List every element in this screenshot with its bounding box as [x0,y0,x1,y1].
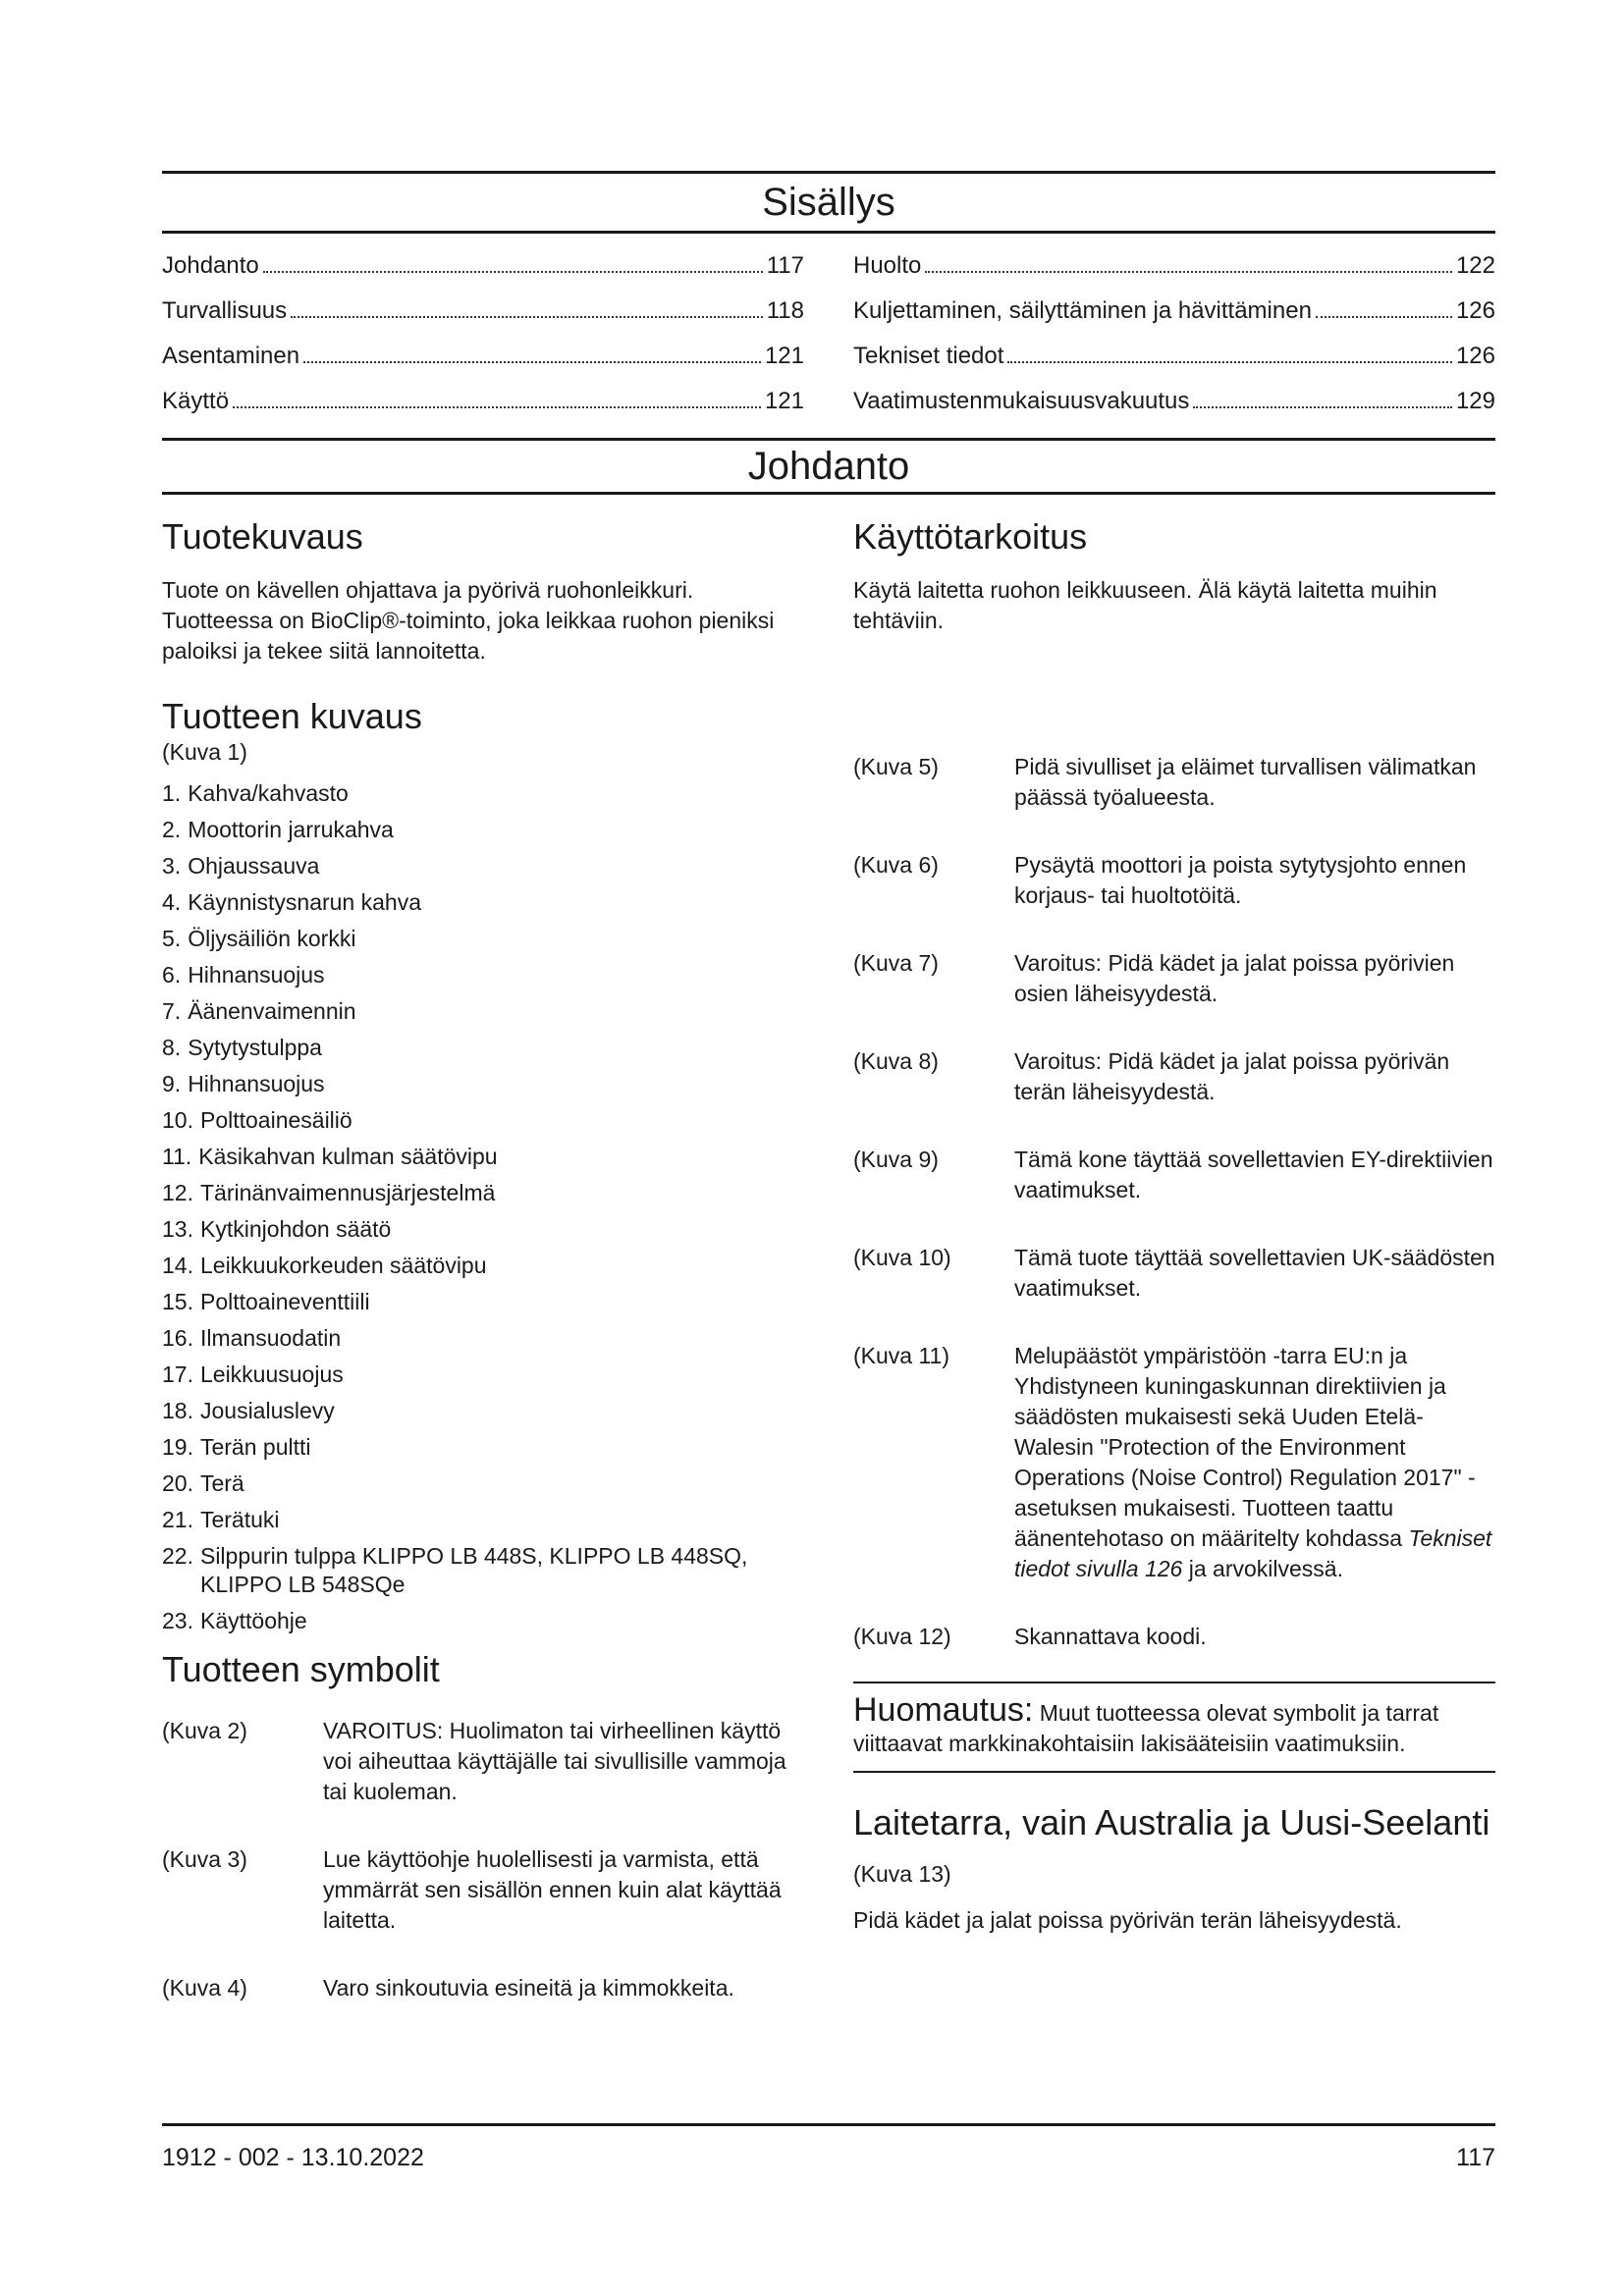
list-item: 22. Silppurin tulppa KLIPPO LB 448S, KLIPPO LB 448SQ, KLIPPO LB 548SQe [162,1543,748,1597]
symbol-row: (Kuva 11) Melupäästöt ympäristöön -tarra EU:n ja Yhdistyneen kuningaskunnan direktiivien ja säädösten mukaisesti sekä Uuden Etelä-Walesin "Protection of the Environment Operations (Noise Control) Regulation 2017" -asetuksen mukaisesti. Tuotteen taattu äänentehotaso on määritelty kohdassa Tekniset tiedot sivulla 126 ja arvokilvessä. [853,1343,1492,1581]
symbol-row: (Kuva 2) VAROITUS: Huolimaton tai virheellinen käyttö voi aiheuttaa käyttäjälle tai sivullisille vammoja tai kuoleman. [162,1718,786,1804]
toc-leader [233,406,761,408]
list-item: 17. Leikkuusuojus [162,1362,344,1387]
figure-ref: (Kuva 1) [162,739,247,765]
list-item: 10. Polttoainesäiliö [162,1107,352,1133]
toc-entry[interactable]: Johdanto 117 [162,252,804,279]
list-item: 7. Äänenvaimennin [162,998,356,1024]
symbols-heading: Tuotteen symbolit [162,1649,440,1689]
rating-plate-text: Pidä kädet ja jalat poissa pyörivän terän läheisyydestä. [853,1907,1402,1933]
symbol-row: (Kuva 7) Varoitus: Pidä kädet ja jalat poissa pyörivien osien läheisyydestä. [853,950,1455,1006]
toc-entry[interactable]: Kuljettaminen, säilyttäminen ja hävittäminen 126 [853,297,1495,324]
table-of-contents [162,234,1495,428]
list-item: 19. Terän pultti [162,1434,311,1460]
toc-entry[interactable]: Asentaminen 121 [162,343,804,369]
toc-leader [925,271,1452,273]
product-overview-heading: Tuotteen kuvaus [162,696,422,736]
list-item: 3. Ohjaussauva [162,853,320,879]
cross-reference-link[interactable]: Tekniset tiedot sivulla 126 [1014,1525,1492,1581]
toc-leader [1193,406,1452,408]
right-column [853,516,1495,2003]
toc-leader [303,361,761,363]
list-item: 4. Käynnistysnarun kahva [162,889,421,915]
list-item: 21. Terätuki [162,1507,280,1532]
list-item: 16. Ilmansuodatin [162,1325,342,1351]
toc-entry[interactable]: Turvallisuus 118 [162,297,804,324]
note-text: Huomautus: Muut tuotteessa olevat symbolit ja tarrat viittaavat markkinakohtaisiin lakisääteisiin vaatimuksiin. [853,1691,1439,1756]
rating-plate-heading: Laitetarra, vain Australia ja Uusi-Seelanti [853,1802,1490,1842]
symbol-row: (Kuva 5) Pidä sivulliset ja eläimet turvallisen välimatkan päässä työalueesta. [853,754,1477,810]
toc-leader [1316,316,1452,318]
toc-leader [263,271,763,273]
page-content [162,171,1495,2003]
list-item: 12. Tärinänvaimennusjärjestelmä [162,1180,496,1205]
toc-entry[interactable]: Tekniset tiedot 126 [853,343,1495,369]
toc-column-left [162,243,804,424]
symbol-row: (Kuva 12) Skannattava koodi. [853,1624,1207,1649]
list-item: 6. Hihnansuojus [162,962,325,988]
list-item: 1. Kahva/kahvasto [162,780,349,806]
section-title-rule [162,492,1495,495]
product-description-heading: Tuotekuvaus [162,516,363,557]
intended-use-heading: Käyttötarkoitus [853,516,1088,557]
list-item: 5. Öljysäiliön korkki [162,926,356,951]
figure-ref: (Kuva 13) [853,1861,951,1887]
product-description-text: Tuote on kävellen ohjattava ja pyörivä ruohonleikkuri. Tuotteessa on BioClip®-toiminto, joka leikkaa ruohon pieniksi paloiksi ja tekee siitä lannoitetta. [162,577,775,664]
list-item: 18. Jousialuslevy [162,1398,335,1423]
list-item: 23. Käyttöohje [162,1608,307,1633]
note-label: Huomautus: [853,1691,1034,1729]
toc-column-right [853,243,1495,424]
section-title: Johdanto [747,445,910,488]
symbol-row: (Kuva 6) Pysäytä moottori ja poista sytytysjohto ennen korjaus- tai huoltotöitä. [853,852,1467,908]
page-footer [162,2123,1495,2172]
symbol-row: (Kuva 8) Varoitus: Pidä kädet ja jalat poissa pyörivän terän läheisyydestä. [853,1048,1450,1104]
symbol-row: (Kuva 10) Tämä tuote täyttää sovellettavien UK-säädösten vaatimukset. [853,1245,1495,1301]
parts-list [162,779,804,1635]
list-item: 20. Terä [162,1470,244,1496]
document-id: 1912 - 002 - 13.10.2022 [162,2144,424,2171]
two-column-body [162,516,1495,2003]
symbol-row: (Kuva 4) Varo sinkoutuvia esineitä ja kimmokkeita. [162,1975,734,2001]
toc-entry[interactable]: Huolto 122 [853,252,1495,279]
toc-leader [1007,361,1452,363]
left-column [162,516,804,2003]
list-item: 14. Leikkuukorkeuden säätövipu [162,1253,487,1278]
symbol-text: Melupäästöt ympäristöön -tarra EU:n ja Yhdistyneen kuningaskunnan direktiivien ja säädösten mukaisesti sekä Uuden Etelä-Walesin "Protection of the Environment Operations (Noise Control) Regulation 2017" -asetuksen mukaisesti. Tuotteen taattu äänentehotaso on määritelty kohdassa [1014,1343,1476,1551]
list-item: 9. Hihnansuojus [162,1071,325,1096]
symbol-row: (Kuva 9) Tämä kone täyttää sovellettavien EY-direktiivien vaatimukset. [853,1147,1493,1202]
toc-title: Sisällys [762,181,895,224]
toc-leader [291,316,763,318]
toc-entry[interactable]: Vaatimustenmukaisuusvakuutus 129 [853,388,1495,414]
list-item: 11. Käsikahvan kulman säätövipu [162,1144,498,1169]
list-item: 15. Polttoaineventtiili [162,1289,370,1314]
note-box [853,1682,1495,1773]
page-number: 117 [1456,2144,1495,2171]
list-item: 2. Moottorin jarrukahva [162,817,394,842]
toc-entry[interactable]: Käyttö 121 [162,388,804,414]
list-item: 8. Sytytystulppa [162,1035,322,1060]
list-item: 13. Kytkinjohdon säätö [162,1216,392,1242]
intended-use-text: Käytä laitetta ruohon leikkuuseen. Älä käytä laitetta muihin tehtäviin. [853,577,1437,633]
symbol-row: (Kuva 3) Lue käyttöohje huolellisesti ja varmista, että ymmärrät sen sisällön ennen kuin alat käyttää laitetta. [162,1846,782,1933]
symbol-text-tail: ja arvokilvessä. [1182,1556,1343,1581]
